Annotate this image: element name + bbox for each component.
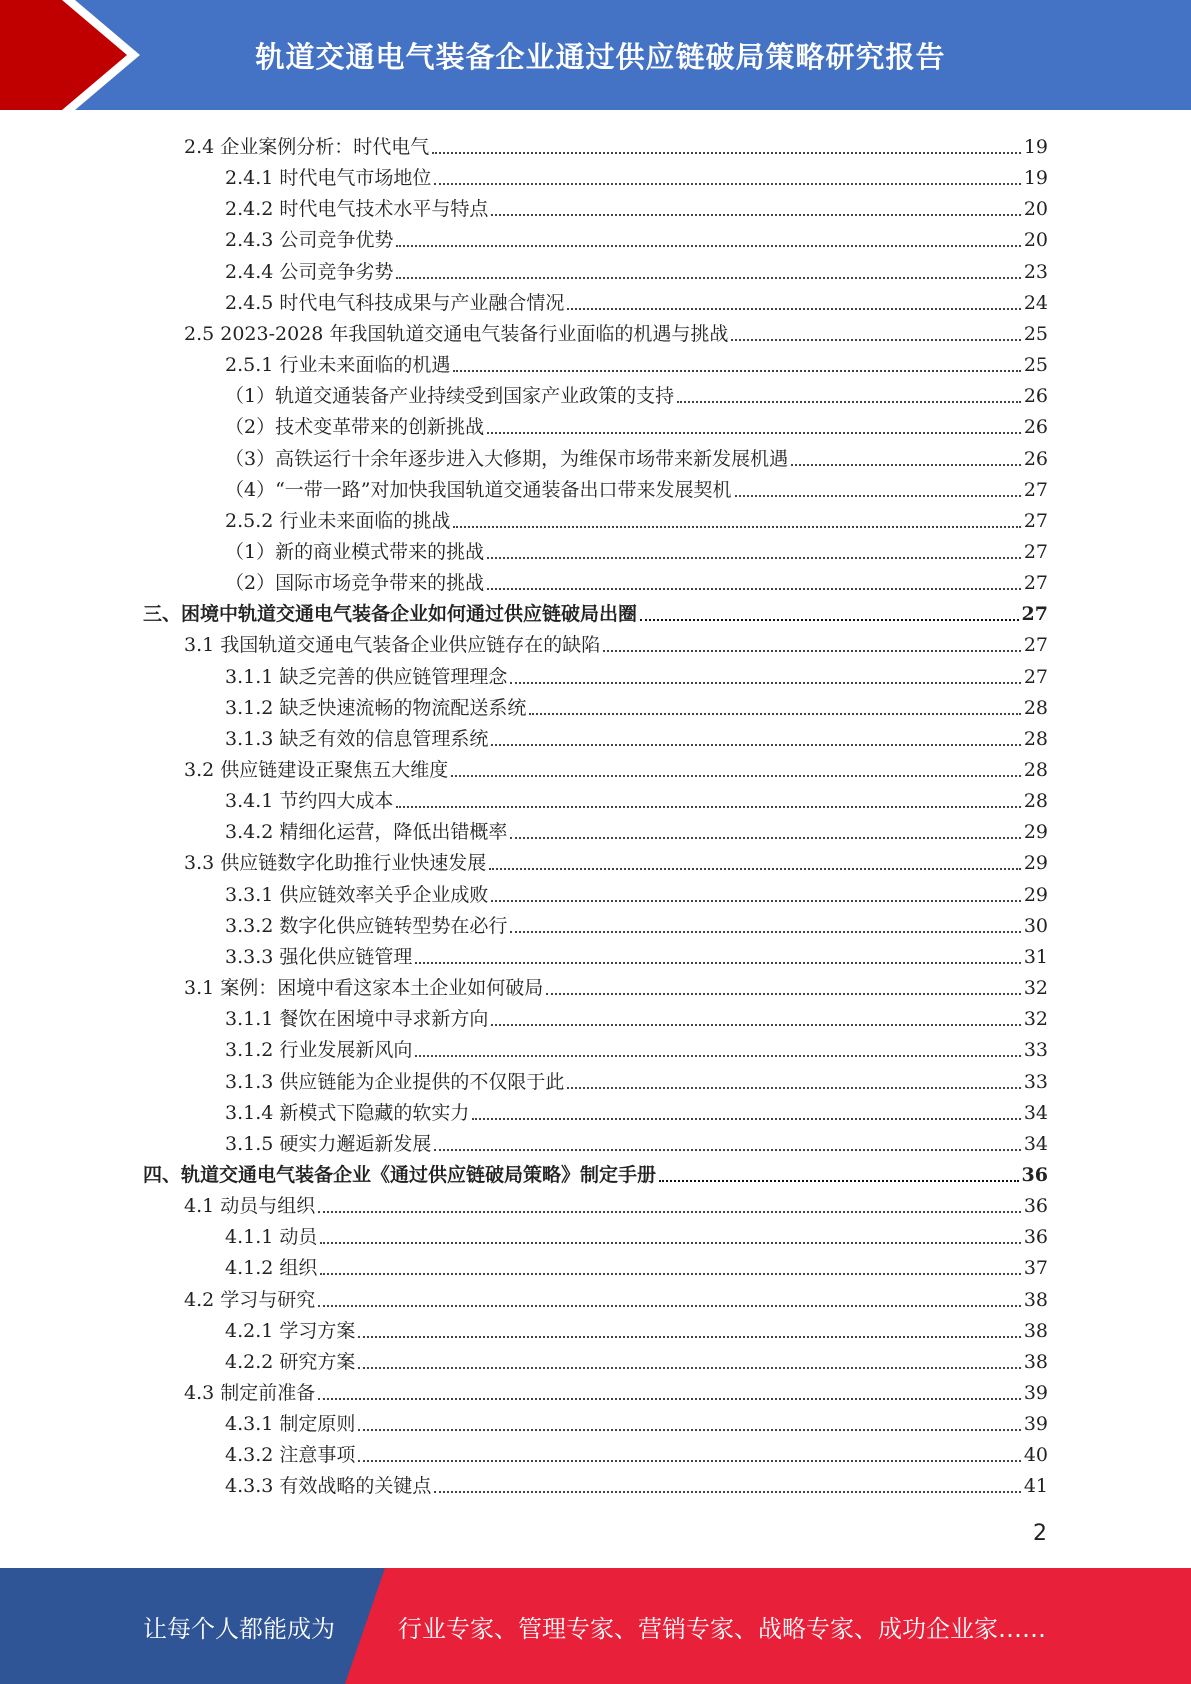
toc-entry-label: 3.4.2 精细化运营，降低出错概率 — [225, 821, 508, 844]
toc-leader-dots — [453, 526, 1020, 528]
toc-entry[interactable] — [225, 657, 1048, 688]
toc-entry-label: 4.2.2 研究方案 — [225, 1350, 356, 1373]
toc-leader-dots — [415, 1055, 1020, 1057]
toc-entry-label: 2.4 企业案例分析：时代电气 — [184, 136, 430, 158]
toc-entry[interactable] — [225, 1466, 1048, 1497]
toc-entry-page: 34 — [1023, 1101, 1048, 1124]
toc-entry[interactable] — [184, 314, 1048, 345]
toc-entry-label: 2.4.2 时代电气技术水平与特点 — [225, 198, 489, 221]
toc-entry[interactable] — [184, 1373, 1048, 1404]
toc-leader-dots — [358, 1460, 1020, 1462]
toc-entry-label: 3.3.3 强化供应链管理 — [225, 945, 413, 968]
toc-entry-page: 28 — [1023, 790, 1048, 813]
toc-leader-dots — [735, 495, 1021, 497]
toc-entry-page: 34 — [1023, 1132, 1048, 1155]
toc-entry-page: 40 — [1023, 1444, 1048, 1467]
toc-entry[interactable] — [225, 719, 1048, 750]
toc-entry[interactable] — [225, 283, 1048, 314]
toc-entry-label: （1）轨道交通装备产业持续受到国家产业政策的支持 — [225, 385, 675, 408]
toc-entry-label: 3.3 供应链数字化助推行业快速发展 — [184, 852, 487, 875]
toc-entry-page: 28 — [1023, 759, 1048, 781]
toc-leader-dots — [603, 650, 1021, 652]
toc-leader-dots — [320, 1242, 1020, 1244]
toc-entry-page: 26 — [1023, 385, 1048, 408]
toc-entry-page: 27 — [1021, 603, 1048, 626]
toc-entry-label: 2.4.1 时代电气市场地位 — [225, 167, 432, 190]
toc-entry-label: 2.5.1 行业未来面临的机遇 — [225, 354, 451, 377]
toc-leader-dots — [546, 993, 1021, 995]
toc-entry[interactable] — [225, 470, 1048, 501]
toc-entry[interactable] — [225, 345, 1048, 376]
toc-leader-dots — [640, 619, 1019, 621]
toc-entry-label: 2.4.5 时代电气科技成果与产业融合情况 — [225, 291, 565, 314]
toc-entry-page: 25 — [1023, 322, 1048, 345]
toc-entry[interactable] — [225, 1404, 1048, 1435]
toc-leader-dots — [510, 682, 1020, 684]
toc-entry[interactable] — [225, 532, 1048, 563]
toc-entry-label: 4.1 动员与组织 — [184, 1195, 316, 1218]
toc-entry-page: 41 — [1023, 1475, 1048, 1498]
toc-leader-dots — [491, 744, 1020, 746]
toc-entry-page: 19 — [1023, 136, 1048, 158]
toc-entry[interactable] — [225, 376, 1048, 407]
toc-entry[interactable] — [184, 127, 1048, 158]
toc-entry-page: 28 — [1023, 696, 1048, 719]
toc-entry[interactable] — [225, 688, 1048, 719]
toc-leader-dots — [567, 308, 1020, 310]
toc-entry-page: 20 — [1023, 229, 1048, 252]
toc-entry-page: 24 — [1023, 291, 1048, 314]
toc-entry[interactable] — [184, 625, 1048, 656]
toc-entry-label: 2.4.4 公司竞争劣势 — [225, 260, 394, 283]
toc-entry[interactable] — [225, 220, 1048, 251]
toc-leader-dots — [358, 1336, 1020, 1338]
toc-entry-label: 4.2.1 学习方案 — [225, 1319, 356, 1342]
toc-entry-label: 4.1.2 组织 — [225, 1257, 318, 1280]
toc-entry-label: 3.2 供应链建设正聚焦五大维度 — [184, 759, 449, 781]
toc-leader-dots — [415, 962, 1020, 964]
toc-entry-label: （1）新的商业模式带来的挑战 — [225, 540, 485, 563]
toc-leader-dots — [491, 1024, 1020, 1026]
toc-entry-page: 29 — [1023, 883, 1048, 906]
toc-entry[interactable] — [225, 158, 1048, 189]
toc-entry-label: 3.1.1 缺乏完善的供应链管理理念 — [225, 665, 508, 688]
toc-entry-label: 3.1.4 新模式下隐藏的软实力 — [225, 1101, 470, 1124]
toc-entry-page: 30 — [1023, 914, 1048, 937]
toc-entry[interactable] — [225, 1311, 1048, 1342]
toc-entry-page: 39 — [1023, 1413, 1048, 1436]
toc-entry[interactable] — [225, 1342, 1048, 1373]
toc-leader-dots — [434, 183, 1020, 185]
toc-entry-page: 26 — [1023, 447, 1048, 470]
toc-leader-dots — [358, 1367, 1020, 1369]
toc-entry-label: （4）“一带一路”对加快我国轨道交通装备出口带来发展契机 — [225, 478, 732, 501]
toc-entry[interactable] — [225, 812, 1048, 843]
toc-leader-dots — [472, 1118, 1020, 1120]
toc-entry-page: 32 — [1023, 1008, 1048, 1031]
toc-entry-page: 27 — [1023, 572, 1048, 595]
toc-entry[interactable] — [225, 252, 1048, 283]
toc-entry[interactable] — [225, 999, 1048, 1030]
toc-entry-page: 27 — [1023, 540, 1048, 563]
toc-entry-label: 3.3.1 供应链效率关乎企业成败 — [225, 883, 489, 906]
toc-leader-dots — [659, 1180, 1019, 1182]
toc-leader-dots — [677, 401, 1021, 403]
toc-entry[interactable] — [225, 1030, 1048, 1061]
toc-entry-label: 3.1.3 缺乏有效的信息管理系统 — [225, 727, 489, 750]
toc-entry-label: 4.3.3 有效战略的关键点 — [225, 1475, 432, 1498]
toc-entry-label: 3.1.3 供应链能为企业提供的不仅限于此 — [225, 1070, 565, 1093]
toc-entry[interactable] — [225, 781, 1048, 812]
toc-entry[interactable] — [225, 1248, 1048, 1279]
toc-entry-page: 25 — [1023, 354, 1048, 377]
toc-leader-dots — [491, 214, 1020, 216]
toc-entry-page: 36 — [1021, 1163, 1048, 1186]
toc-entry[interactable] — [225, 1435, 1048, 1466]
toc-entry-label: 4.3.1 制定原则 — [225, 1413, 356, 1436]
toc-entry[interactable] — [184, 750, 1048, 781]
toc-leader-dots — [358, 1429, 1020, 1431]
toc-entry-page: 38 — [1023, 1350, 1048, 1373]
toc-entry-label: 2.5 2023-2028 年我国轨道交通电气装备行业面临的机遇与挑战 — [184, 322, 729, 345]
toc-entry[interactable] — [225, 1124, 1048, 1155]
toc-entry-label: 4.2 学习与研究 — [184, 1288, 316, 1311]
toc-leader-dots — [318, 1305, 1021, 1307]
toc-entry-page: 36 — [1023, 1195, 1048, 1218]
toc-entry-page: 37 — [1023, 1257, 1048, 1280]
toc-entry[interactable] — [225, 439, 1048, 470]
toc-entry-page: 29 — [1023, 852, 1048, 875]
toc-entry[interactable] — [225, 937, 1048, 968]
toc-entry-page: 29 — [1023, 821, 1048, 844]
toc-entry[interactable] — [225, 875, 1048, 906]
toc-entry-label: 3.1.2 行业发展新风向 — [225, 1039, 413, 1062]
toc-entry-label: 3.1 我国轨道交通电气装备企业供应链存在的缺陷 — [184, 634, 601, 657]
toc-entry-label: 3.3.2 数字化供应链转型势在必行 — [225, 914, 508, 937]
toc-entry-page: 19 — [1023, 167, 1048, 190]
report-title: 轨道交通电气装备企业通过供应链破局策略研究报告 — [255, 39, 946, 74]
toc-leader-dots — [396, 245, 1020, 247]
toc-entry-page: 33 — [1023, 1070, 1048, 1093]
toc-leader-dots — [491, 900, 1020, 902]
page-number: 2 — [1033, 1521, 1047, 1546]
toc-leader-dots — [487, 432, 1021, 434]
toc-leader-dots — [451, 775, 1021, 777]
toc-entry[interactable] — [225, 1093, 1048, 1124]
toc-entry-page: 20 — [1023, 198, 1048, 221]
toc-entry-page: 27 — [1023, 634, 1048, 657]
toc-entry-label: 3.1.2 缺乏快速流畅的物流配送系统 — [225, 696, 527, 719]
footer-slogan-right: 行业专家、管理专家、营销专家、战略专家、成功企业家…… — [398, 1614, 1046, 1643]
toc-entry-page: 32 — [1023, 977, 1048, 1000]
toc-entry[interactable] — [225, 501, 1048, 532]
toc-entry[interactable] — [184, 1186, 1048, 1217]
toc-leader-dots — [510, 837, 1020, 839]
toc-entry-label: 3.1 案例：困境中看这家本土企业如何破局 — [184, 977, 544, 1000]
toc-entry-label: 3.1.1 餐饮在困境中寻求新方向 — [225, 1008, 489, 1031]
toc-leader-dots — [567, 1087, 1020, 1089]
toc-entry[interactable] — [143, 1155, 1048, 1186]
footer-slogan-left: 让每个人都能成为 — [143, 1614, 335, 1643]
toc-leader-dots — [731, 339, 1020, 341]
toc-entry-page: 39 — [1023, 1382, 1048, 1404]
toc-entry-page: 33 — [1023, 1039, 1048, 1062]
toc-leader-dots — [791, 464, 1021, 466]
toc-leader-dots — [396, 277, 1020, 279]
toc-entry-label: 3.1.5 硬实力邂逅新发展 — [225, 1132, 432, 1155]
toc-entry-page: 36 — [1023, 1226, 1048, 1249]
toc-entry-page: 28 — [1023, 727, 1048, 750]
toc-entry-label: 4.1.1 动员 — [225, 1226, 318, 1249]
toc-entry-label: （3）高铁运行十余年逐步进入大修期，为维保市场带来新发展机遇 — [225, 447, 789, 470]
toc-entry-page: 26 — [1023, 416, 1048, 439]
toc-entry-page: 27 — [1023, 478, 1048, 501]
toc-entry-page: 27 — [1023, 665, 1048, 688]
toc-entry-label: 4.3 制定前准备 — [184, 1382, 316, 1404]
toc-leader-dots — [487, 557, 1021, 559]
toc-entry[interactable] — [225, 563, 1048, 594]
toc-entry[interactable] — [225, 1217, 1048, 1248]
toc-leader-dots — [529, 713, 1020, 715]
toc-leader-dots — [487, 588, 1021, 590]
toc-leader-dots — [453, 370, 1020, 372]
toc-entry-label: 三、困境中轨道交通电气装备企业如何通过供应链破局出圈 — [143, 603, 638, 626]
toc-entry-page: 31 — [1023, 945, 1048, 968]
toc-entry-label: 3.4.1 节约四大成本 — [225, 790, 394, 813]
toc-entry[interactable] — [184, 843, 1048, 874]
toc-entry[interactable] — [225, 407, 1048, 438]
toc-entry[interactable] — [184, 1280, 1048, 1311]
page-footer — [0, 1568, 1191, 1684]
toc-entry-label: 2.5.2 行业未来面临的挑战 — [225, 509, 451, 532]
toc-entry[interactable] — [143, 594, 1048, 625]
toc-entry[interactable] — [184, 968, 1048, 999]
toc-entry-label: 四、轨道交通电气装备企业《通过供应链破局策略》制定手册 — [143, 1163, 657, 1186]
toc-leader-dots — [489, 868, 1021, 870]
toc-entry-label: （2）国际市场竞争带来的挑战 — [225, 572, 485, 595]
toc-leader-dots — [432, 152, 1021, 154]
toc-entry-label: （2）技术变革带来的创新挑战 — [225, 416, 485, 439]
toc-leader-dots — [320, 1273, 1020, 1275]
toc-leader-dots — [396, 806, 1020, 808]
toc-entry[interactable] — [225, 189, 1048, 220]
page-header — [0, 0, 1191, 110]
toc-leader-dots — [434, 1491, 1020, 1493]
toc-entry-page: 38 — [1023, 1319, 1048, 1342]
toc-entry[interactable] — [225, 906, 1048, 937]
toc-leader-dots — [510, 931, 1020, 933]
toc-entry-page: 27 — [1023, 509, 1048, 532]
toc-leader-dots — [318, 1211, 1021, 1213]
toc-entry-page: 23 — [1023, 260, 1048, 283]
toc-entry-label: 2.4.3 公司竞争优势 — [225, 229, 394, 252]
toc-leader-dots — [434, 1149, 1020, 1151]
toc-entry-label: 4.3.2 注意事项 — [225, 1444, 356, 1467]
toc-entry-page: 38 — [1023, 1288, 1048, 1311]
toc-entry[interactable] — [225, 1062, 1048, 1093]
toc-leader-dots — [318, 1398, 1021, 1400]
